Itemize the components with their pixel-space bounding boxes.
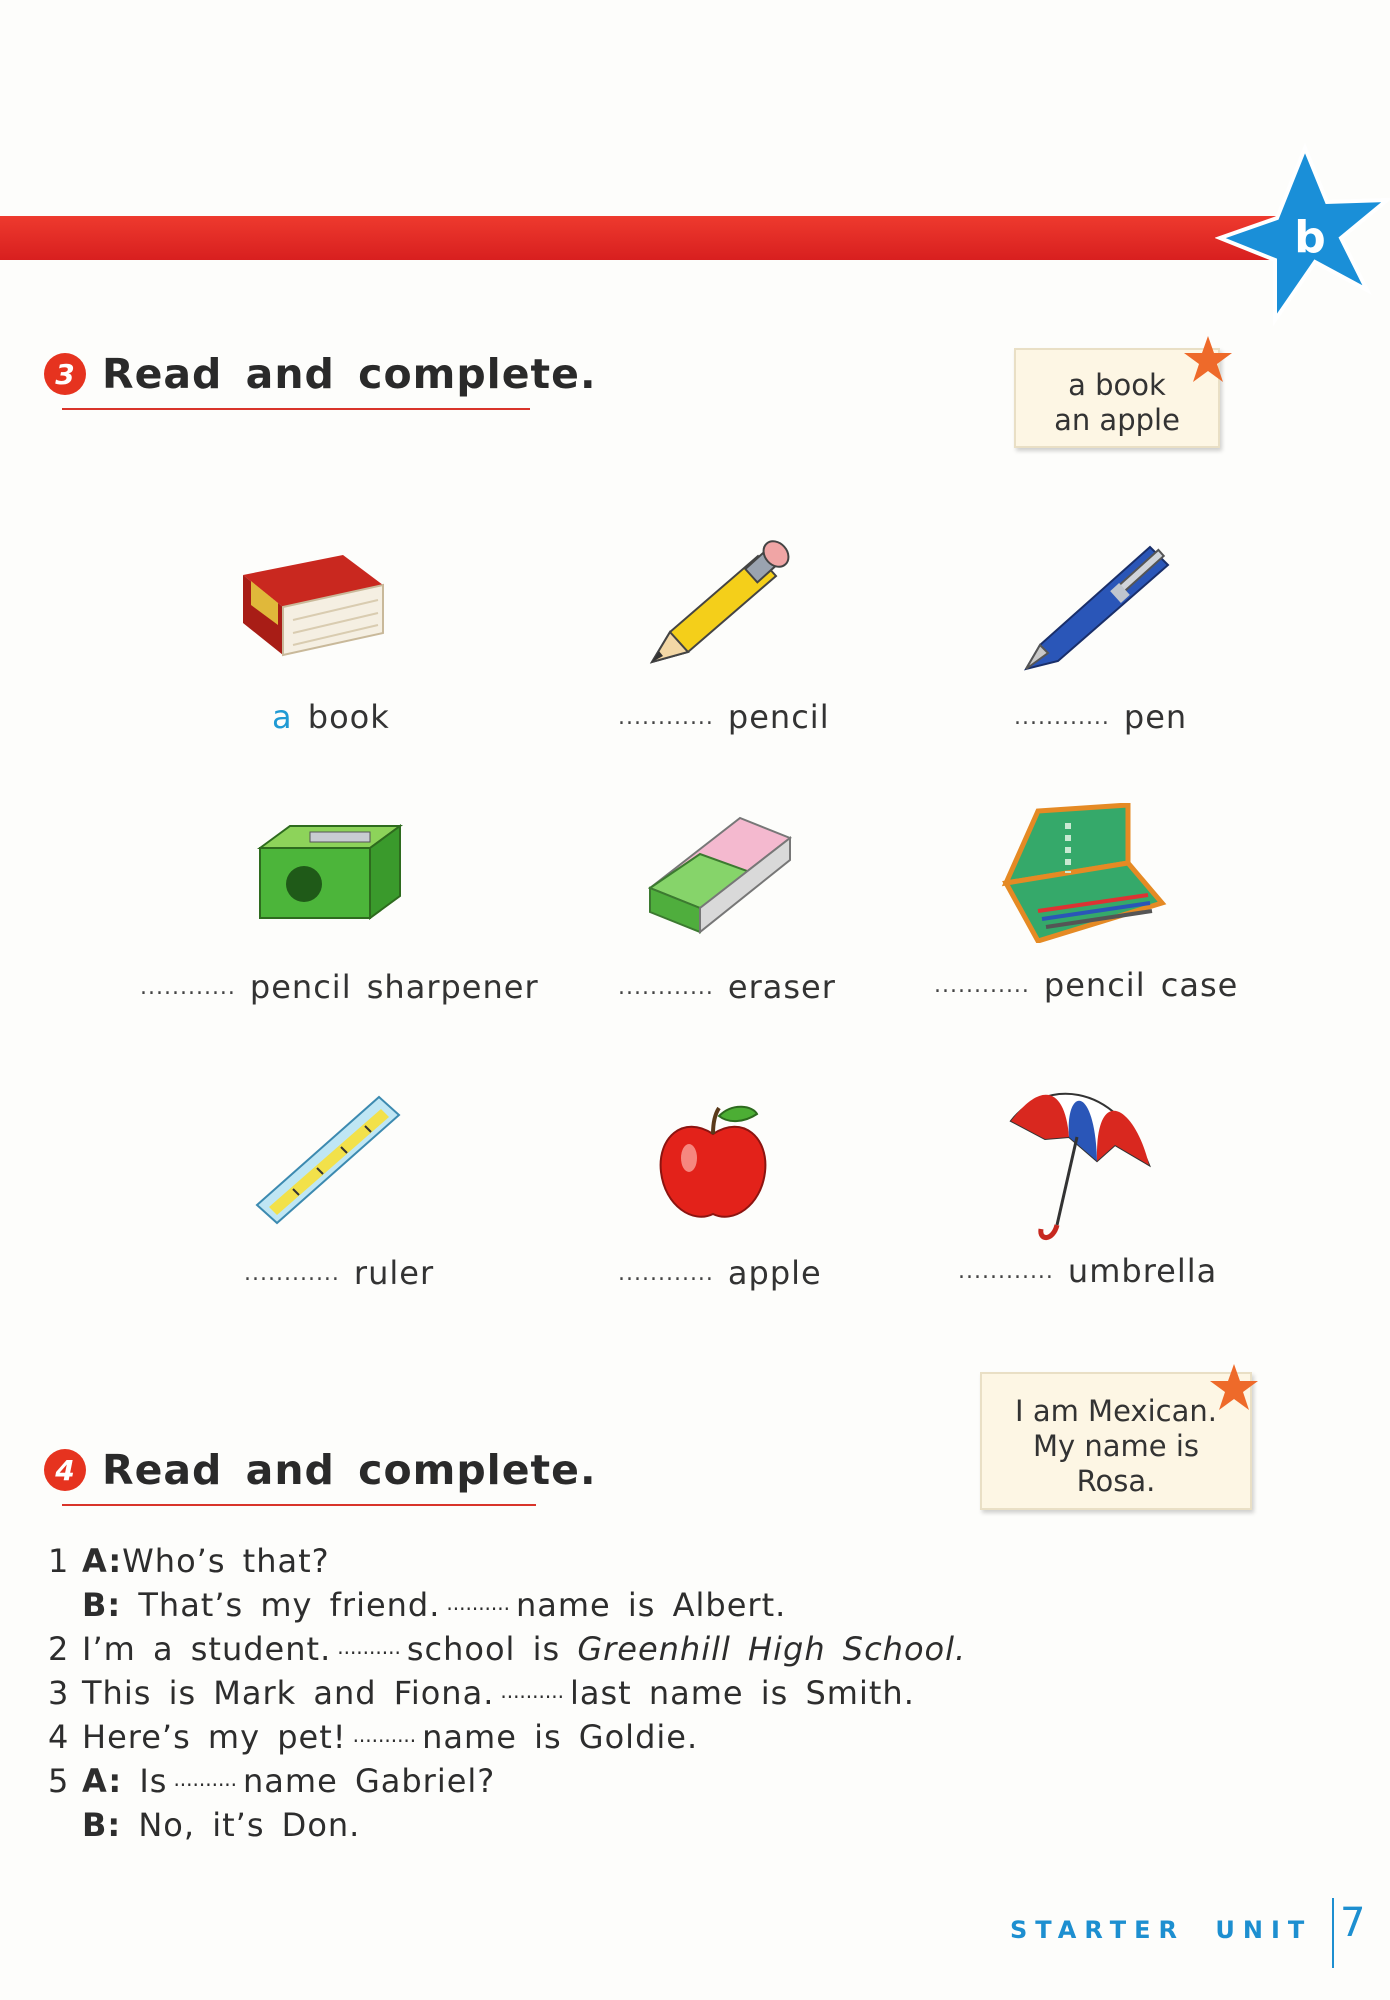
item-label-pencil-case (934, 966, 1238, 1004)
item-answer: a (272, 698, 293, 736)
answer-blank[interactable]: ............ (958, 1259, 1054, 1284)
page-number: 7 (1340, 1900, 1366, 1946)
item-label-pen (1014, 698, 1187, 736)
item-word: apple (727, 1254, 822, 1292)
answer-blank[interactable]: .......... (173, 1767, 238, 1791)
header-red-band (0, 216, 1300, 260)
note-line: Rosa. (1076, 1464, 1156, 1498)
pen-icon (1015, 530, 1180, 675)
item-word: book (307, 698, 390, 736)
footer-divider (1332, 1898, 1334, 1968)
exercise-3-heading (44, 350, 597, 398)
sentence-2: 2 I’m a student. .......... school is Greenhill High School. (48, 1630, 967, 1668)
item-label-eraser (618, 968, 836, 1006)
item-label-apple (618, 1254, 822, 1292)
unit-letter: b (1294, 212, 1326, 263)
umbrella-icon (1005, 1085, 1155, 1245)
exercise-4-heading (44, 1446, 597, 1494)
answer-blank[interactable]: ............ (1014, 705, 1110, 730)
answer-blank[interactable]: .......... (446, 1591, 510, 1615)
answer-blank[interactable]: ............ (618, 975, 714, 1000)
item-label-book (272, 698, 390, 736)
sentence-3: 3 This is Mark and Fiona. .......... last name is Smith. (48, 1674, 915, 1712)
item-word: umbrella (1067, 1252, 1218, 1290)
item-word: ruler (353, 1254, 435, 1292)
item-word: pencil sharpener (249, 968, 539, 1006)
note-line: an apple (1054, 403, 1180, 437)
sentence-4: 4 Here’s my pet! .......... name is Goldie. (48, 1718, 699, 1756)
exercise-number: 4 (44, 1449, 86, 1491)
item-word: eraser (727, 968, 836, 1006)
answer-blank[interactable]: .......... (337, 1635, 401, 1659)
sentence-1b: B: That’s my friend. .......... name is Albert. (82, 1586, 787, 1624)
ruler-icon (250, 1090, 405, 1230)
eraser-icon (640, 805, 800, 940)
item-label-pencil (618, 698, 830, 736)
sentence-1a: 1 A:Who’s that? (48, 1542, 330, 1580)
answer-blank[interactable]: ............ (140, 975, 236, 1000)
answer-blank[interactable]: .......... (352, 1723, 417, 1747)
answer-blank[interactable]: ............ (618, 1261, 714, 1286)
item-word: pencil (727, 698, 830, 736)
heading-underline (62, 1504, 536, 1506)
note-star-icon (1208, 1362, 1260, 1414)
exercise-title: Read and complete. (102, 1446, 597, 1494)
pencil-case-icon (995, 800, 1170, 945)
book-icon (228, 540, 398, 670)
sharpener-icon (250, 815, 410, 930)
note-line: My name is (1032, 1429, 1200, 1463)
note-line: I am Mexican. (1015, 1394, 1217, 1428)
sentence-5a: 5 A: Is .......... name Gabriel? (48, 1762, 496, 1800)
unit-star-icon (1215, 140, 1390, 330)
heading-underline (62, 408, 530, 410)
note-star-icon (1182, 334, 1234, 386)
answer-blank[interactable]: ............ (618, 705, 714, 730)
pencil-icon (640, 540, 800, 670)
item-word: pen (1123, 698, 1188, 736)
apple-icon (650, 1095, 775, 1230)
exercise-title: Read and complete. (102, 350, 597, 398)
note-line: a book (1068, 368, 1166, 402)
answer-blank[interactable]: .......... (500, 1679, 564, 1703)
answer-blank[interactable]: ............ (244, 1261, 340, 1286)
exercise-number: 3 (44, 353, 86, 395)
item-word: pencil case (1043, 966, 1239, 1004)
answer-blank[interactable]: ............ (934, 973, 1030, 998)
sentence-5b: B: No, it’s Don. (82, 1806, 361, 1844)
footer-unit-label: STARTER UNIT (1010, 1916, 1313, 1944)
item-label-pencil-sharpener (140, 968, 539, 1006)
item-label-ruler (244, 1254, 434, 1292)
item-label-umbrella (958, 1252, 1217, 1290)
